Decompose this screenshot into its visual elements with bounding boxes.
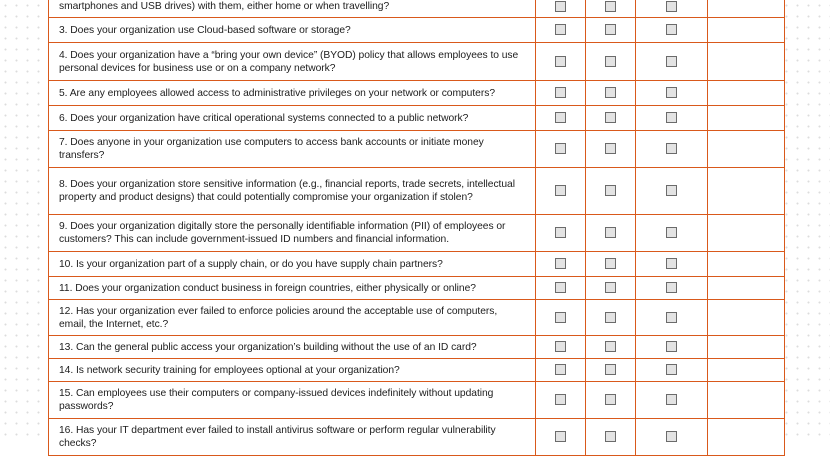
yes-cell xyxy=(536,277,586,300)
no-checkbox[interactable] xyxy=(605,143,616,154)
yes-checkbox[interactable] xyxy=(555,185,566,196)
table-row xyxy=(49,106,785,131)
no-checkbox[interactable] xyxy=(605,364,616,375)
question-text: 13. Can the general public access your organization’s building without the use of an ID card? xyxy=(49,336,536,359)
table-body xyxy=(49,0,785,456)
yes-cell xyxy=(536,43,586,81)
no-cell xyxy=(586,81,636,106)
yes-checkbox[interactable] xyxy=(555,143,566,154)
yes-checkbox[interactable] xyxy=(555,112,566,123)
yes-cell xyxy=(536,419,586,456)
unsure-checkbox[interactable] xyxy=(666,364,677,375)
unsure-cell xyxy=(636,18,708,43)
unsure-cell xyxy=(636,359,708,382)
table-row xyxy=(49,18,785,43)
unsure-checkbox[interactable] xyxy=(666,312,677,323)
question-text: 6. Does your organization have critical operational systems connected to a public network? xyxy=(49,106,536,131)
no-checkbox[interactable] xyxy=(605,112,616,123)
table-row xyxy=(49,168,785,215)
no-cell xyxy=(586,300,636,336)
table-row xyxy=(49,252,785,277)
yes-checkbox[interactable] xyxy=(555,364,566,375)
yes-cell xyxy=(536,215,586,252)
unsure-cell xyxy=(636,277,708,300)
unsure-cell xyxy=(636,81,708,106)
yes-cell xyxy=(536,336,586,359)
notes-cell[interactable] xyxy=(708,300,785,336)
notes-cell[interactable] xyxy=(708,359,785,382)
risk-assessment-table xyxy=(48,0,785,456)
yes-checkbox[interactable] xyxy=(555,282,566,293)
no-checkbox[interactable] xyxy=(605,1,616,12)
question-text: 4. Does your organization have a “bring your own device” (BYOD) policy that allows employees to use personal devices for business use or on a company network? xyxy=(49,43,536,81)
yes-cell xyxy=(536,81,586,106)
unsure-cell xyxy=(636,215,708,252)
notes-cell[interactable] xyxy=(708,277,785,300)
notes-cell[interactable] xyxy=(708,336,785,359)
table-row xyxy=(49,215,785,252)
no-checkbox[interactable] xyxy=(605,87,616,98)
notes-cell[interactable] xyxy=(708,215,785,252)
notes-cell[interactable] xyxy=(708,81,785,106)
unsure-cell xyxy=(636,419,708,456)
unsure-checkbox[interactable] xyxy=(666,143,677,154)
question-text: 5. Are any employees allowed access to administrative privileges on your network or computers? xyxy=(49,81,536,106)
table-row xyxy=(49,419,785,456)
yes-cell xyxy=(536,168,586,215)
question-text: 10. Is your organization part of a supply chain, or do you have supply chain partners? xyxy=(49,252,536,277)
notes-cell[interactable] xyxy=(708,252,785,277)
question-text: 15. Can employees use their computers or company-issued devices indefinitely without updating passwords? xyxy=(49,382,536,419)
no-cell xyxy=(586,43,636,81)
unsure-checkbox[interactable] xyxy=(666,227,677,238)
yes-cell xyxy=(536,359,586,382)
question-text: 11. Does your organization conduct business in foreign countries, either physically or online? xyxy=(49,277,536,300)
no-checkbox[interactable] xyxy=(605,341,616,352)
unsure-checkbox[interactable] xyxy=(666,282,677,293)
notes-cell[interactable] xyxy=(708,168,785,215)
table-row xyxy=(49,300,785,336)
table-row xyxy=(49,359,785,382)
unsure-checkbox[interactable] xyxy=(666,258,677,269)
unsure-checkbox[interactable] xyxy=(666,185,677,196)
yes-checkbox[interactable] xyxy=(555,1,566,12)
yes-checkbox[interactable] xyxy=(555,258,566,269)
yes-checkbox[interactable] xyxy=(555,24,566,35)
no-checkbox[interactable] xyxy=(605,258,616,269)
unsure-checkbox[interactable] xyxy=(666,431,677,442)
unsure-checkbox[interactable] xyxy=(666,87,677,98)
yes-cell xyxy=(536,0,586,18)
unsure-cell xyxy=(636,131,708,168)
unsure-cell xyxy=(636,300,708,336)
no-cell xyxy=(586,382,636,419)
unsure-checkbox[interactable] xyxy=(666,1,677,12)
no-checkbox[interactable] xyxy=(605,312,616,323)
question-text: 16. Has your IT department ever failed to install antivirus software or perform regular vulnerability checks? xyxy=(49,419,536,456)
no-checkbox[interactable] xyxy=(605,394,616,405)
unsure-checkbox[interactable] xyxy=(666,24,677,35)
yes-checkbox[interactable] xyxy=(555,87,566,98)
yes-checkbox[interactable] xyxy=(555,227,566,238)
table-row xyxy=(49,81,785,106)
yes-checkbox[interactable] xyxy=(555,394,566,405)
unsure-checkbox[interactable] xyxy=(666,341,677,352)
question-text: 12. Has your organization ever failed to enforce policies around the acceptable use of computers, email, the Internet, etc.? xyxy=(49,300,536,336)
no-cell xyxy=(586,336,636,359)
question-text: 3. Does your organization use Cloud-based software or storage? xyxy=(49,18,536,43)
no-cell xyxy=(586,215,636,252)
table-row xyxy=(49,0,785,18)
unsure-cell xyxy=(636,252,708,277)
unsure-cell xyxy=(636,106,708,131)
yes-cell xyxy=(536,382,586,419)
yes-checkbox[interactable] xyxy=(555,56,566,67)
no-checkbox[interactable] xyxy=(605,24,616,35)
no-checkbox[interactable] xyxy=(605,282,616,293)
table-row xyxy=(49,336,785,359)
questionnaire-sheet xyxy=(48,0,784,456)
unsure-cell xyxy=(636,382,708,419)
notes-cell[interactable] xyxy=(708,18,785,43)
table-row xyxy=(49,131,785,168)
yes-checkbox[interactable] xyxy=(555,341,566,352)
table-row xyxy=(49,277,785,300)
notes-cell[interactable] xyxy=(708,131,785,168)
unsure-cell xyxy=(636,43,708,81)
question-text: 14. Is network security training for employees optional at your organization? xyxy=(49,359,536,382)
unsure-cell xyxy=(636,336,708,359)
no-cell xyxy=(586,252,636,277)
yes-checkbox[interactable] xyxy=(555,431,566,442)
yes-cell xyxy=(536,131,586,168)
unsure-checkbox[interactable] xyxy=(666,394,677,405)
notes-cell[interactable] xyxy=(708,43,785,81)
no-cell xyxy=(586,131,636,168)
no-checkbox[interactable] xyxy=(605,431,616,442)
no-cell xyxy=(586,168,636,215)
notes-cell[interactable] xyxy=(708,106,785,131)
table-row xyxy=(49,382,785,419)
notes-cell[interactable] xyxy=(708,419,785,456)
unsure-cell xyxy=(636,168,708,215)
yes-cell xyxy=(536,300,586,336)
no-cell xyxy=(586,18,636,43)
yes-cell xyxy=(536,106,586,131)
table-row xyxy=(49,43,785,81)
no-cell xyxy=(586,419,636,456)
unsure-checkbox[interactable] xyxy=(666,112,677,123)
yes-cell xyxy=(536,252,586,277)
yes-cell xyxy=(536,18,586,43)
question-text: 7. Does anyone in your organization use computers to access bank accounts or initiate money transfers? xyxy=(49,131,536,168)
question-text: smartphones and USB drives) with them, either home or when travelling? xyxy=(49,0,536,18)
unsure-checkbox[interactable] xyxy=(666,56,677,67)
unsure-cell xyxy=(636,0,708,18)
no-cell xyxy=(586,277,636,300)
notes-cell[interactable] xyxy=(708,382,785,419)
notes-cell[interactable] xyxy=(708,0,785,18)
no-cell xyxy=(586,106,636,131)
no-cell xyxy=(586,0,636,18)
no-checkbox[interactable] xyxy=(605,56,616,67)
no-checkbox[interactable] xyxy=(605,185,616,196)
no-cell xyxy=(586,359,636,382)
no-checkbox[interactable] xyxy=(605,227,616,238)
yes-checkbox[interactable] xyxy=(555,312,566,323)
question-text: 8. Does your organization store sensitive information (e.g., financial reports, trade secrets, intellectual property and product designs) that could potentially compromise your organization if stolen? xyxy=(49,168,536,215)
question-text: 9. Does your organization digitally store the personally identifiable information (PII) of employees or customers? This can include government-issued ID numbers and financial information. xyxy=(49,215,536,252)
